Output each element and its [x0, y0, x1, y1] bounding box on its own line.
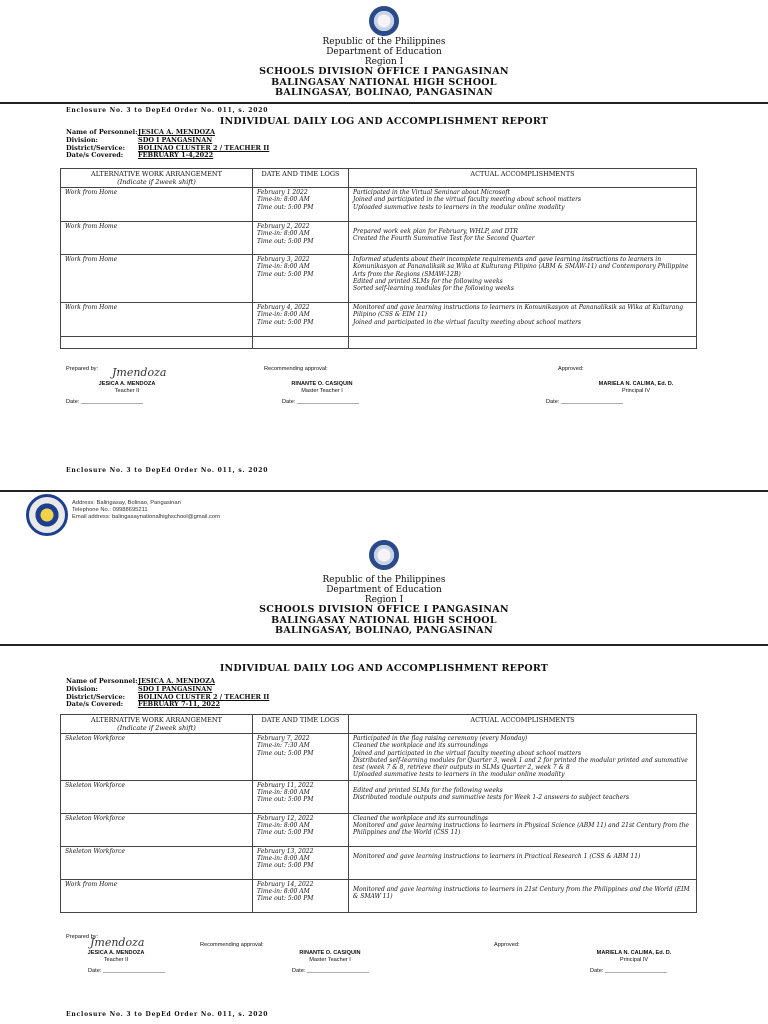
school-seal-icon [26, 494, 68, 536]
time-in-line: Time-in: 8:00 AM [257, 888, 310, 896]
col-arrangement-header [61, 715, 253, 734]
office-line: SCHOOLS DIVISION OFFICE I PANGASINAN [259, 604, 509, 615]
arrangement-cell: Work from Home [61, 222, 253, 255]
accomplishment-item: Edited and printed SLMs for the following weeks [353, 277, 503, 285]
table-header-row [61, 169, 697, 188]
accomplishment-cell [349, 846, 697, 879]
date-line: February 3, 2022 [257, 256, 310, 263]
table-row [61, 846, 697, 879]
republic-line: Republic of the Philippines [322, 37, 446, 47]
recommender-date: Date: ____________________ [292, 968, 370, 974]
time-out-line: Time out: 5:00 PM [257, 749, 314, 757]
preparer-title: Teacher II [103, 957, 129, 963]
republic-line: Republic of the Philippines [322, 575, 446, 585]
recommender-date: Date: ____________________ [282, 399, 360, 405]
col-date-header: DATE AND TIME LOGS [253, 169, 349, 188]
approved-label: Approved: [494, 942, 520, 948]
preparer-signature-icon: Jmendoza [90, 936, 145, 949]
col-arrangement-sub: (Indicate if 2week shift) [117, 724, 196, 732]
accomplishment-item: Monitored and gave learning instructions to learners in Practical Research 1 (CSS & ABM 11) [353, 852, 641, 860]
accomplishment-cell [349, 222, 697, 255]
recommender-name: RINANTE O. CASIQUIN [291, 381, 353, 387]
email-line: Email address: balingasaynationalhighschool@gmail.com [72, 514, 220, 520]
approved-label: Approved: [558, 366, 584, 372]
date-line: February 14, 2022 [257, 880, 314, 888]
name-value: JESICA A. MENDOZA [138, 128, 215, 136]
school-line: BALINGASAY NATIONAL HIGH SCHOOL [271, 76, 497, 88]
accomplishment-cell [349, 303, 697, 337]
date-cell [253, 255, 349, 303]
district-label: District/Service: [66, 143, 125, 152]
time-in-line: Time-in: 8:00 AM [257, 855, 310, 863]
accomplishment-item: Joined and participated in the virtual faculty meeting about school matters [353, 318, 582, 326]
department-line: Department of Education [326, 47, 442, 57]
division-label: Division: [66, 135, 98, 144]
prepared-by-label: Prepared by: [66, 366, 99, 372]
accomplishment-cell [349, 780, 697, 813]
division-value: SDO I PANGASINAN [138, 684, 213, 693]
approver-title: Principal IV [621, 388, 651, 394]
recommender-name: RINANTE O. CASIQUIN [299, 950, 361, 956]
empty-cell [61, 337, 253, 349]
recommending-label: Recommending approval: [200, 942, 264, 948]
date-line: February 7, 2022 [257, 735, 310, 742]
place-line: BALINGASAY, BOLINAO, PANGASINAN [275, 87, 493, 98]
school-contact [72, 500, 220, 521]
time-out-line: Time out: 5:00 PM [257, 829, 314, 837]
col-accomplishments-header: ACTUAL ACCOMPLISHMENTS [349, 715, 697, 734]
department-line: Department of Education [326, 585, 442, 595]
arrangement-cell: Work from Home [61, 188, 253, 222]
region-line: Region I [364, 57, 404, 67]
preparer-block [97, 381, 157, 395]
personnel-info [66, 678, 269, 709]
approver-name: MARIELA N. CALIMA, Ed. D. [598, 381, 674, 387]
time-out-line: Time out: 5:00 PM [257, 895, 314, 903]
report-title: INDIVIDUAL DAILY LOG AND ACCOMPLISHMENT REPORT [219, 116, 549, 127]
date-cell [253, 188, 349, 222]
date-cell [253, 734, 349, 781]
personnel-info [66, 129, 269, 160]
date-cell [253, 222, 349, 255]
preparer-name: JESICA A. MENDOZA [98, 381, 156, 387]
preparer-block [76, 950, 156, 964]
time-out-line: Time out: 5:00 PM [257, 270, 314, 278]
accomplishment-item: Distributed module outputs and summative tests for Week 1-2 answers to subject teachers [353, 794, 630, 802]
date-covered-label: Date/s Covered: [66, 700, 124, 709]
approver-block [584, 950, 684, 964]
col-arrangement-sub: (Indicate if 2week shift) [117, 178, 196, 186]
time-out-line: Time out: 5:00 PM [257, 318, 314, 326]
preparer-date: Date: ____________________ [88, 968, 166, 974]
time-in-line: Time-in: 8:00 AM [257, 263, 310, 271]
table-row [61, 222, 697, 255]
footer-rule [0, 490, 768, 492]
accomplishment-item: Cleaned the workplace and its surroundings [353, 814, 489, 822]
preparer-date: Date: ____________________ [66, 399, 144, 405]
preparer-name: JESICA A. MENDOZA [87, 950, 145, 956]
accomplishment-item: Informed students about their incomplete requirements and gave learning instructions to learners in Komunikasyon at Pananaliksik sa Wika at Kulturang Pilipino (ABM & SMAW-11) and Contemporary Philippine Arts from the Regions (SMAW-12B) [353, 256, 689, 278]
table-row [61, 879, 697, 912]
deped-seal-icon [369, 6, 399, 36]
recommender-title: Master Teacher I [301, 388, 343, 394]
enclosure-note-bottom: Enclosure No. 3 to DepEd Order No. 011, s. 2020 [66, 467, 269, 474]
table-row [61, 255, 697, 303]
telephone-line: Telephone No.: 09988695211 [72, 507, 148, 513]
district-label: District/Service: [66, 692, 125, 701]
date-line: February 4, 2022 [257, 304, 310, 311]
recommender-block [282, 381, 362, 395]
accomplishment-item: Prepared work eek plan for February, WHLP, and DTR [353, 228, 518, 235]
time-out-line: Time out: 5:00 PM [257, 203, 314, 211]
date-covered-value: FEBRUARY 7-11, 2022 [138, 700, 220, 709]
header-rule [0, 644, 768, 646]
accomplishment-item: Monitored and gave learning instructions to learners in Physical Science (ABM 11) and 21st Century from the Philippines and the World (CSS 11) [353, 822, 689, 837]
arrangement-cell: Work from Home [61, 879, 253, 912]
time-in-line: Time-in: 8:00 AM [257, 822, 310, 830]
col-accomplishments-header: ACTUAL ACCOMPLISHMENTS [349, 169, 697, 188]
table-row [61, 188, 697, 222]
table-row-empty [61, 337, 697, 349]
date-cell [253, 303, 349, 337]
accomplishment-cell [349, 734, 697, 781]
accomplishment-item: Sorted self-learning modules for the following weeks [353, 285, 514, 293]
name-label: Name of Personnel: [66, 128, 138, 136]
date-cell [253, 846, 349, 879]
district-value: BOLINAO CLUSTER 2 / TEACHER II [138, 692, 270, 701]
recommender-title: Master Teacher I [309, 957, 351, 963]
col-arrangement-title: ALTERNATIVE WORK ARRANGEMENT [91, 170, 222, 178]
table-row [61, 303, 697, 337]
table-row [61, 813, 697, 846]
accomplishment-item: Participated in the flag raising ceremony (every Monday) [353, 735, 528, 742]
time-in-line: Time-in: 8:00 AM [257, 789, 310, 797]
division-label: Division: [66, 684, 98, 693]
accomplishment-item: Participated in the Virtual Seminar about Microsoft [353, 189, 510, 196]
col-arrangement-header [61, 169, 253, 188]
table-row [61, 734, 697, 781]
accomplishment-item: Joined and participated in the virtual faculty meeting about school matters [353, 749, 582, 757]
accomplishment-item: Monitored and gave learning instructions to learners in Komunikasyon at Pananaliksik sa Wika at Kulturang Pilipino (CSS & EIM 11) [353, 304, 684, 319]
arrangement-cell: Work from Home [61, 303, 253, 337]
enclosure-note: Enclosure No. 3 to DepEd Order No. 011, s. 2020 [66, 107, 269, 114]
time-out-line: Time out: 5:00 PM [257, 862, 314, 870]
enclosure-note-bottom: Enclosure No. 3 to DepEd Order No. 011, s. 2020 [66, 1011, 269, 1018]
accomplishment-item: Created the Fourth Summative Test for the Second Quarter [353, 235, 535, 243]
division-value: SDO I PANGASINAN [138, 135, 213, 144]
accomplishment-cell [349, 879, 697, 912]
col-date-header: DATE AND TIME LOGS [253, 715, 349, 734]
time-in-line: Time-in: 7:30 AM [257, 742, 310, 750]
approver-date: Date: ____________________ [546, 399, 624, 405]
accomplishment-cell [349, 188, 697, 222]
letterhead [0, 575, 768, 637]
time-out-line: Time out: 5:00 PM [257, 796, 314, 804]
office-line: SCHOOLS DIVISION OFFICE I PANGASINAN [259, 66, 509, 77]
approver-block [586, 381, 686, 395]
preparer-signature-icon: Jmendoza [112, 366, 167, 379]
letterhead [0, 37, 768, 99]
date-line: February 2, 2022 [257, 223, 310, 230]
accomplishment-item: Joined and participated in the virtual faculty meeting about school matters [353, 196, 582, 204]
date-cell [253, 879, 349, 912]
time-out-line: Time out: 5:00 PM [257, 237, 314, 245]
accomplishment-item: Uploaded summative tests to learners in the modular online modality [353, 771, 565, 779]
date-line: February 13, 2022 [257, 847, 314, 855]
accomplishment-item: Edited and printed SLMs for the following weeks [353, 786, 503, 794]
accomplishment-item: Uploaded summative tests to learners in the modular online modality [353, 203, 565, 211]
arrangement-cell: Work from Home [61, 255, 253, 303]
district-value: BOLINAO CLUSTER 2 / TEACHER II [138, 143, 270, 152]
deped-seal-icon [369, 540, 399, 570]
log-table [60, 168, 697, 349]
log-table [60, 714, 697, 913]
col-arrangement-title: ALTERNATIVE WORK ARRANGEMENT [91, 716, 222, 724]
arrangement-cell: Skeleton Workforce [61, 734, 253, 781]
accomplishment-item: Cleaned the workplace and its surroundings [353, 742, 489, 750]
header-rule [0, 102, 768, 104]
time-in-line: Time-in: 8:00 AM [257, 196, 310, 204]
date-line: February 11, 2022 [257, 781, 314, 789]
name-label: Name of Personnel: [66, 677, 138, 685]
arrangement-cell: Skeleton Workforce [61, 780, 253, 813]
region-line: Region I [364, 595, 404, 605]
table-header-row [61, 715, 697, 734]
address-line: Address: Balingasay, Bolinao, Pangasinan [72, 500, 181, 506]
date-cell [253, 813, 349, 846]
approver-date: Date: ____________________ [590, 968, 668, 974]
time-in-line: Time-in: 8:00 AM [257, 230, 310, 238]
date-covered-label: Date/s Covered: [66, 151, 124, 160]
table-row [61, 780, 697, 813]
arrangement-cell: Skeleton Workforce [61, 813, 253, 846]
approver-name: MARIELA N. CALIMA, Ed. D. [596, 950, 672, 956]
prepared-by-label: Prepared by: [66, 934, 99, 940]
accomplishment-item: Monitored and gave learning instructions to learners in 21st Century from the Philippines and the World (EIM & SMAW 11) [353, 885, 690, 901]
accomplishment-item: Distributed self-learning modules for Quarter 3, week 1 and 2 for printed the modular printed and summative test (week 7 & 8, retrieve their outputs in SLMs Quarter 2, week 7 & 8 [353, 756, 688, 772]
school-line: BALINGASAY NATIONAL HIGH SCHOOL [271, 614, 497, 626]
date-line: February 1 2022 [257, 189, 308, 196]
place-line: BALINGASAY, BOLINAO, PANGASINAN [275, 625, 493, 636]
arrangement-cell: Skeleton Workforce [61, 846, 253, 879]
date-covered-value: FEBRUARY 1-4,2022 [138, 151, 214, 160]
time-in-line: Time-in: 8:00 AM [257, 311, 310, 319]
report-title: INDIVIDUAL DAILY LOG AND ACCOMPLISHMENT REPORT [219, 663, 549, 674]
empty-cell [253, 337, 349, 349]
approver-title: Principal IV [619, 957, 649, 963]
accomplishment-cell [349, 813, 697, 846]
recommending-label: Recommending approval: [264, 366, 328, 372]
preparer-title: Teacher II [114, 388, 140, 394]
recommender-block [290, 950, 370, 964]
name-value: JESICA A. MENDOZA [138, 677, 215, 685]
empty-cell [349, 337, 697, 349]
date-line: February 12, 2022 [257, 814, 314, 822]
accomplishment-cell [349, 255, 697, 303]
date-cell [253, 780, 349, 813]
